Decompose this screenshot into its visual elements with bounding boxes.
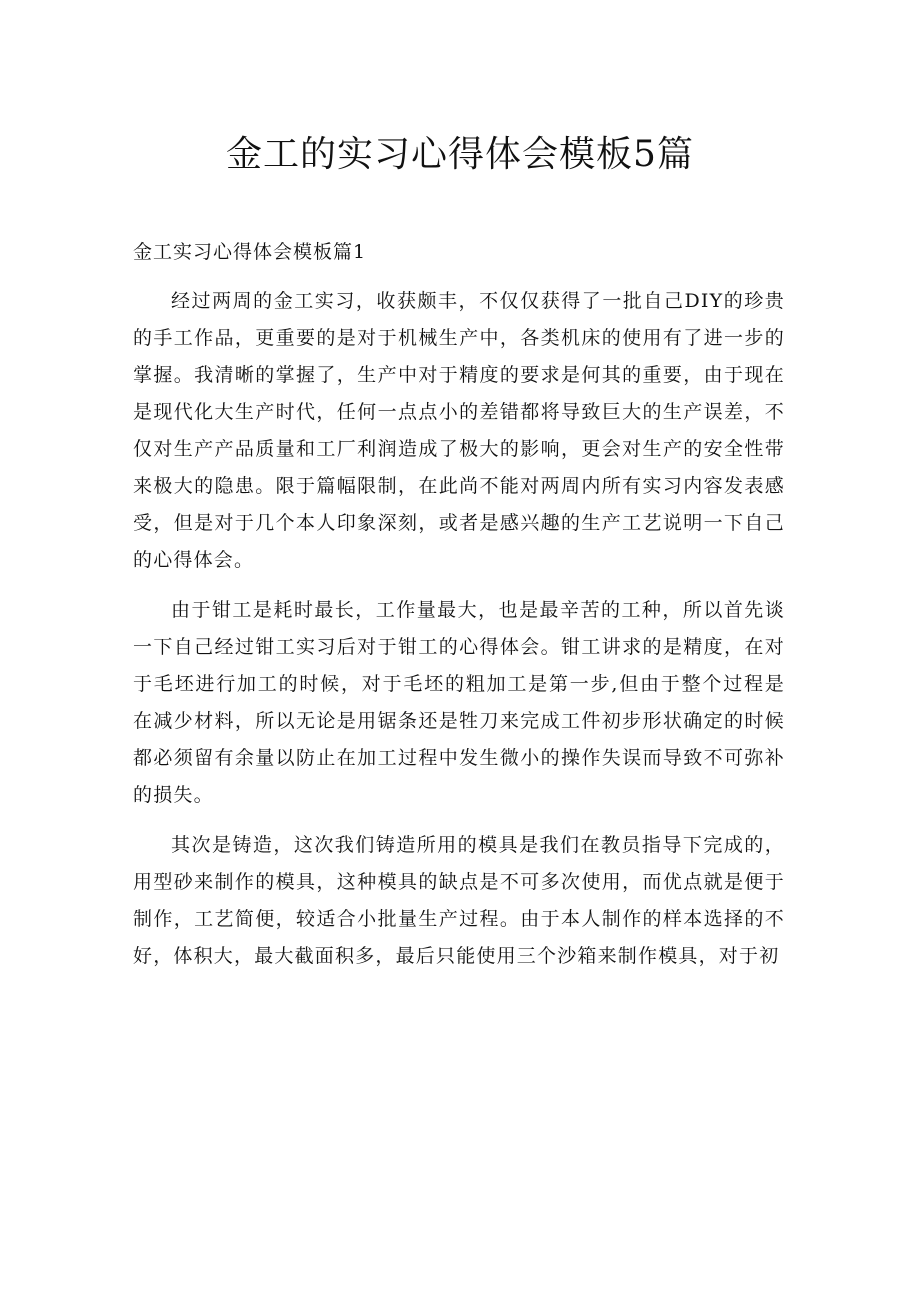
paragraph-2: 由于钳工是耗时最长，工作量最大，也是最辛苦的工种，所以首先谈一下自己经过钳工实习后对于钳工的心得体会。钳工讲求的是精度，在对于毛坯进行加工的时候，对于毛坯的粗加工是第一步,但由于整个过程是在减少材料，所以无论是用锯条还是牲刀来完成工件初步形状确定的时候都必须留有余量以防止在加工过程中发生微小的操作失误而导致不可弥补的损失。 bbox=[133, 599, 785, 806]
document-body bbox=[133, 283, 785, 988]
document-title: 金工的实习心得体会模板5篇 bbox=[226, 134, 694, 175]
paragraph-1: 经过两周的金工实习，收获颇丰，不仅仅获得了一批自己DIY的珍贵的手工作品，更重要的是对于机械生产中，各类机床的使用有了进一步的掌握。我清晰的掌握了，生产中对于精度的要求是何其的重要，由于现在是现代化大生产时代，任何一点点小的差错都将导致巨大的生产误差，不仅对生产产品质量和工厂利润造成了极大的影响，更会对生产的安全性带来极大的隐患。限于篇幅限制，在此尚不能对两周内所有实习内容发表感受，但是对于几个本人印象深刻，或者是感兴趣的生产工艺说明一下自己的心得体会。 bbox=[133, 290, 785, 571]
section-heading: 金工实习心得体会模板篇1 bbox=[133, 241, 367, 263]
paragraph-3: 其次是铸造，这次我们铸造所用的模具是我们在教员指导下完成的，用型砂来制作的模具，这种模具的缺点是不可多次使用，而优点就是便于制作，工艺简便，较适合小批量生产过程。由于本人制作的样本选择的不好，体积大，最大截面积多，最后只能使用三个沙箱来制作模具，对于初 bbox=[133, 834, 785, 967]
